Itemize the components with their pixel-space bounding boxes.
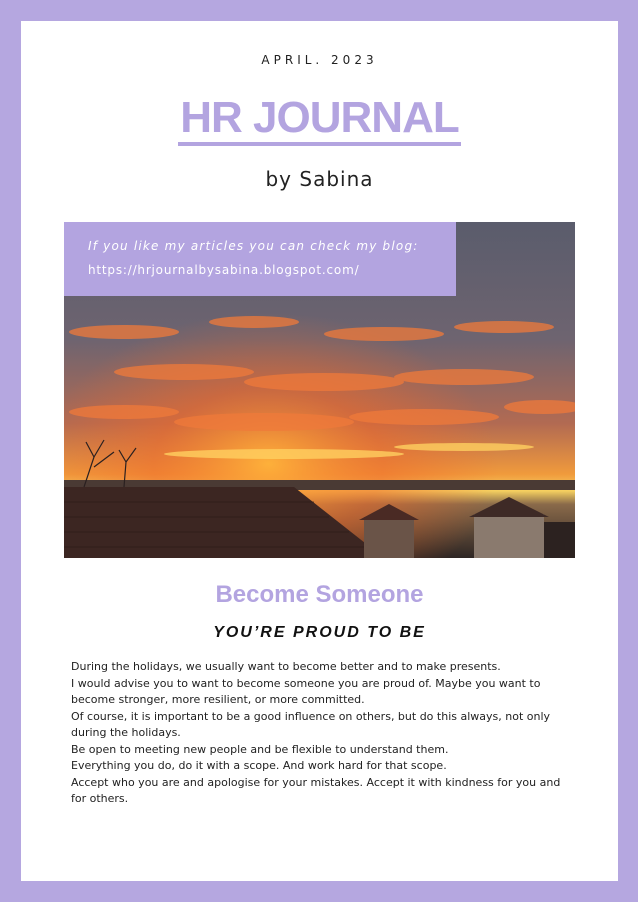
- author-byline: by Sabina: [265, 167, 374, 191]
- blog-callout: [64, 222, 456, 296]
- article-heading: Become Someone: [215, 581, 424, 608]
- article-body: [71, 659, 571, 808]
- journal-page: [21, 21, 618, 881]
- blog-url-link[interactable]: https://hrjournalbysabina.blogspot.com/: [88, 263, 360, 277]
- article-subheading: YOU’RE PROUD TO BE: [213, 624, 426, 641]
- article-paragraph: During the holidays, we usually want to become better and to make presents.: [71, 660, 501, 673]
- article-paragraph: I would advise you to want to become someone you are proud of. Maybe you want to become stronger, more resilient, or more committed.: [71, 676, 541, 706]
- journal-title-text: HR JOURNAL: [178, 93, 460, 146]
- article-paragraph: Accept who you are and apologise for your mistakes. Accept it with kindness for you and for others.: [71, 775, 561, 805]
- article-paragraph: Be open to meeting new people and be flexible to understand them.: [71, 742, 449, 756]
- blog-intro-text: If you like my articles you can check my blog:: [88, 239, 419, 253]
- journal-title: [21, 93, 618, 143]
- issue-date: APRIL. 2023: [261, 53, 378, 67]
- article-paragraph: Everything you do, do it with a scope. And work hard for that scope.: [71, 759, 447, 772]
- article-paragraph: Of course, it is important to be a good influence on others, but do this always, not only during the holidays.: [71, 709, 551, 739]
